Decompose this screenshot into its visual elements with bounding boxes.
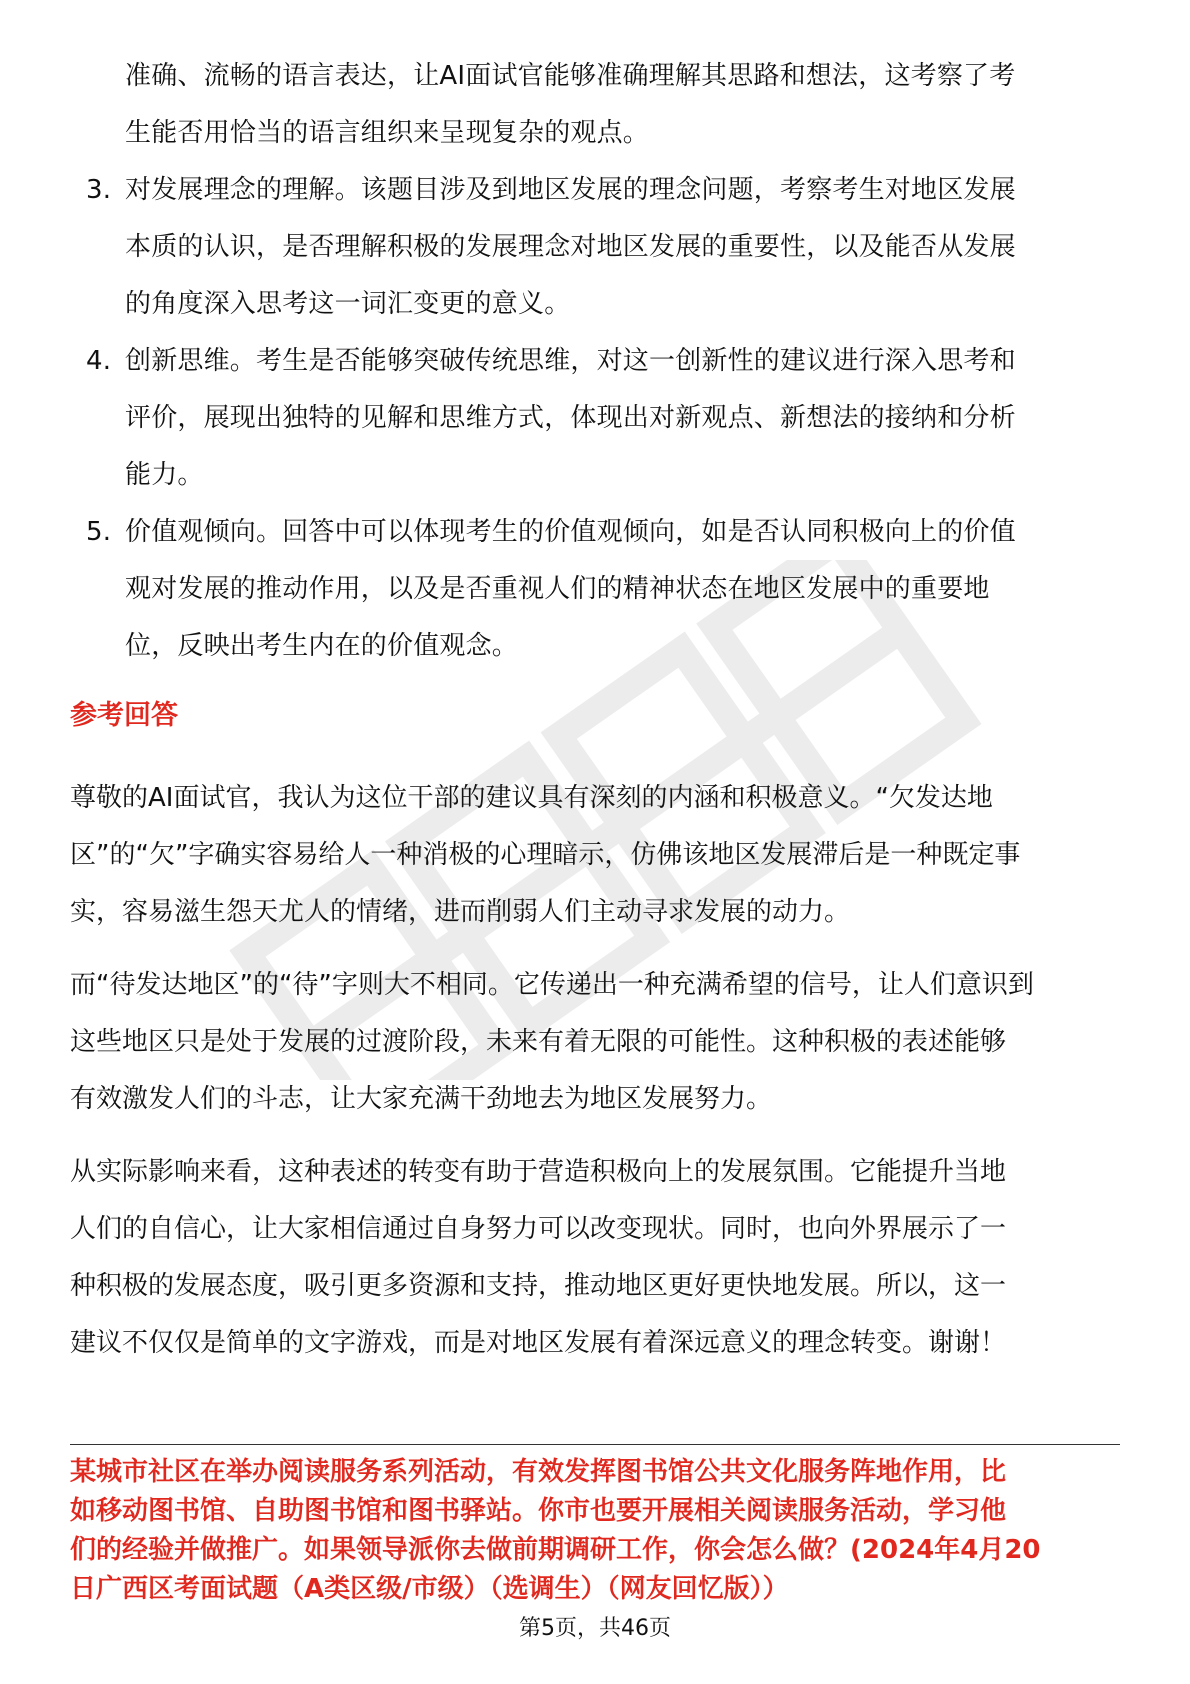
criteria-item-line: 评价，展现出独特的见解和思维方式，体现出对新观点、新想法的接纳和分析 xyxy=(125,403,1016,433)
answer-line: 实，容易滋生怨天尤人的情绪，进而削弱人们主动寻求发展的动力。 xyxy=(70,897,851,927)
answer-line: 有效激发人们的斗志，让大家充满干劲地去为地区发展努力。 xyxy=(70,1084,773,1114)
evaluation-criteria-list xyxy=(70,48,1110,675)
answer-paragraph-1 xyxy=(70,770,1130,941)
criteria-item-line: 的角度深入思考这一词汇变更的意义。 xyxy=(125,289,571,319)
next-question-line: 某城市社区在举办阅读服务系列活动，有效发挥图书馆公共文化服务阵地作用，比 xyxy=(70,1457,1007,1487)
answer-line: 这些地区只是处于发展的过渡阶段，未来有着无限的可能性。这种积极的表述能够 xyxy=(70,1027,1007,1057)
next-question-line: 们的经验并做推广。如果领导派你去做前期调研工作，你会怎么做？(2024年4月20 xyxy=(70,1535,1041,1565)
criteria-item-line: 位，反映出考生内在的价值观念。 xyxy=(125,631,519,661)
section-divider xyxy=(70,1444,1120,1445)
criteria-item-line: 能力。 xyxy=(125,460,204,490)
answer-line: 而“待发达地区”的“待”字则大不相同。它传递出一种充满希望的信号，让人们意识到 xyxy=(70,970,1034,1000)
criteria-item-line: 创新思维。考生是否能够突破传统思维，对这一创新性的建议进行深入思考和 xyxy=(125,346,1016,376)
criteria-continuation-line: 生能否用恰当的语言组织来呈现复杂的观点。 xyxy=(125,118,650,148)
answer-paragraph-2 xyxy=(70,957,1130,1128)
next-question-line: 日广西区考面试题（A类区级/市级）（选调生）（网友回忆版）） xyxy=(70,1574,789,1604)
answer-paragraph-3 xyxy=(70,1144,1130,1372)
criteria-item-number: 3. xyxy=(86,175,112,205)
answer-line: 尊敬的AI面试官，我认为这位干部的建议具有深刻的内涵和积极意义。“欠发达地 xyxy=(70,783,993,813)
criteria-item-4 xyxy=(70,333,1110,504)
criteria-item-line: 价值观倾向。回答中可以体现考生的价值观倾向，如是否认同积极向上的价值 xyxy=(125,517,1016,547)
criteria-item-3 xyxy=(70,162,1110,333)
criteria-item-number: 4. xyxy=(86,346,112,376)
criteria-item-line: 对发展理念的理解。该题目涉及到地区发展的理念问题，考察考生对地区发展 xyxy=(125,175,1016,205)
criteria-item-line: 本质的认识，是否理解积极的发展理念对地区发展的重要性，以及能否从发展 xyxy=(125,232,1016,262)
answer-line: 建议不仅仅是简单的文字游戏，而是对地区发展有着深远意义的理念转变。谢谢！ xyxy=(70,1328,1007,1358)
page-number: 第5页，共46页 xyxy=(519,1616,671,1641)
answer-line: 从实际影响来看，这种表述的转变有助于营造积极向上的发展氛围。它能提升当地 xyxy=(70,1157,1007,1187)
answer-line: 种积极的发展态度，吸引更多资源和支持，推动地区更好更快地发展。所以，这一 xyxy=(70,1271,1007,1301)
answer-line: 区”的“欠”字确实容易给人一种消极的心理暗示，仿佛该地区发展滞后是一种既定事 xyxy=(70,840,1021,870)
criteria-continuation-line: 准确、流畅的语言表达，让AI面试官能够准确理解其思路和想法，这考察了考 xyxy=(125,61,1016,91)
reference-answer-heading: 参考回答 xyxy=(70,700,178,731)
next-question-line: 如移动图书馆、自助图书馆和图书驿站。你市也要开展相关阅读服务活动，学习他 xyxy=(70,1496,1007,1526)
criteria-item-line: 观对发展的推动作用，以及是否重视人们的精神状态在地区发展中的重要地 xyxy=(125,574,990,604)
criteria-item-number: 5. xyxy=(86,517,112,547)
criteria-item-5 xyxy=(70,504,1110,675)
answer-line: 人们的自信心，让大家相信通过自身努力可以改变现状。同时，也向外界展示了一 xyxy=(70,1214,1007,1244)
next-question-text xyxy=(70,1453,1130,1609)
